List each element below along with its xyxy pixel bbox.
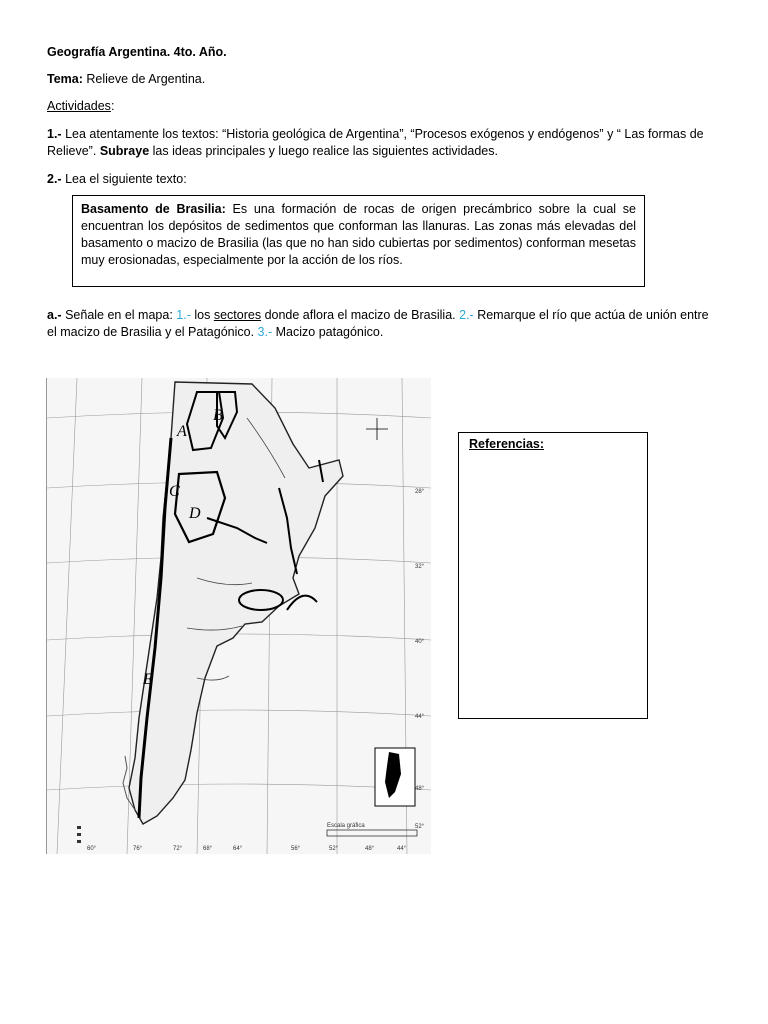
lon-label: 44° — [397, 846, 407, 852]
activity-a: a.- Señale en el mapa: 1.- los sectores donde aflora el macizo de Brasilia. 2.- Remarque el río que actúa de unión entre el macizo de Brasilia y el Patagónico. 3.- Macizo patagónico. — [47, 308, 709, 339]
lat-label: 40° — [415, 639, 425, 645]
lat-label: 32° — [415, 564, 425, 570]
basamento-text-box: Basamento de Brasilia: Es una formación de rocas de origen precámbrico sobre la cual se encuentran los depósitos de sedimentos que conforman las llanuras. Las zonas más elevadas del basamento o macizo de Brasilia (las que no han sido cubiertas por sedimentos) conforman mesetas muy erosionadas, especialmente por la acción de los ríos. — [72, 195, 645, 287]
compass-rose — [366, 418, 388, 440]
scale-label: Escala gráfica — [327, 823, 365, 829]
activity-2: 2.- Lea el siguiente texto: — [47, 172, 187, 186]
tema-line: Tema: Relieve de Argentina. — [47, 72, 206, 86]
lon-label: 60° — [87, 846, 97, 852]
lat-label: 44° — [415, 714, 425, 720]
activity-1: 1.- Lea atentamente los textos: “Historia geológica de Argentina”, “Procesos exógenos y endógenos” y “ Las formas de Relieve”. Subraye las ideas principales y luego realice las siguientes actividades. — [47, 127, 704, 158]
lat-label: 28° — [415, 489, 425, 495]
lon-label: 68° — [203, 846, 213, 852]
map-letter-d: D — [189, 505, 201, 522]
references-title: Referencias: — [469, 437, 545, 451]
lon-label: 56° — [291, 846, 301, 852]
map-letter-b: B — [213, 407, 223, 424]
references-box — [458, 432, 648, 719]
actividades-heading: Actividades: — [47, 99, 115, 113]
map-letter-e: E — [143, 671, 153, 688]
map-letter-a: A — [177, 423, 187, 440]
document-title: Geografía Argentina. 4to. Año. — [47, 45, 227, 59]
argentina-outline — [129, 382, 343, 824]
lon-label: 52° — [329, 846, 339, 852]
lon-label: 64° — [233, 846, 243, 852]
argentina-map — [46, 378, 431, 854]
lon-label: 76° — [133, 846, 143, 852]
lat-label: 48° — [415, 786, 425, 792]
lon-label: 48° — [365, 846, 375, 852]
lon-label: 72° — [173, 846, 183, 852]
map-letter-c: C — [169, 483, 180, 500]
inset-map — [375, 748, 415, 806]
lat-label: 52° — [415, 824, 425, 830]
